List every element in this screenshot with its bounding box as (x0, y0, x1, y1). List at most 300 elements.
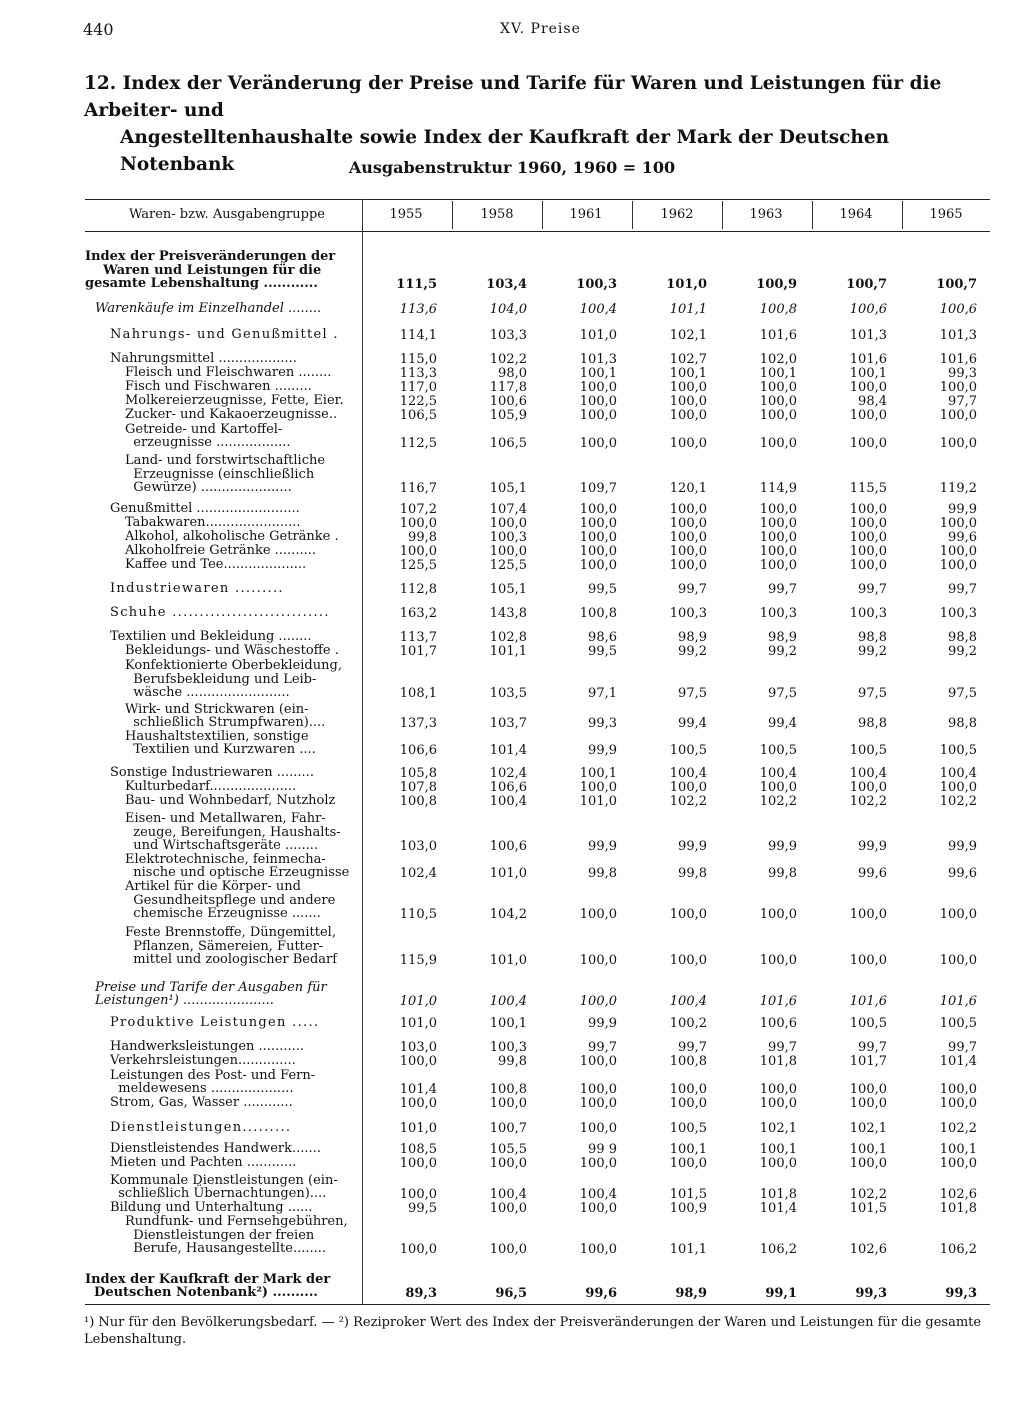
value-cell: 100,1 (939, 1142, 977, 1157)
value-cell: 99,6 (948, 866, 977, 881)
value-cell: 100,0 (759, 516, 797, 531)
value-cell: 100,5 (759, 743, 797, 758)
value-cell: 117,8 (489, 380, 527, 395)
value-cell: 99,2 (858, 644, 887, 659)
value-cell: 99,1 (765, 1286, 797, 1301)
value-cell: 100,0 (579, 502, 617, 517)
value-cell: 102,8 (489, 630, 527, 645)
header-bottom-rule (85, 231, 990, 232)
value-cell: 100,0 (399, 1054, 437, 1069)
value-cell: 107,2 (399, 502, 437, 517)
value-cell: 100,0 (669, 436, 707, 451)
value-cell: 106,6 (399, 743, 437, 758)
row-label: Handwerksleistungen ........... (110, 1040, 304, 1054)
value-cell: 103,5 (489, 686, 527, 701)
column-rule (542, 201, 543, 229)
value-cell: 100,0 (849, 1156, 887, 1171)
value-cell: 99,2 (948, 644, 977, 659)
row-label: Schuhe ............................. (110, 606, 330, 620)
row-label: Kaffee und Tee.................... (125, 558, 307, 572)
column-rule (812, 201, 813, 229)
value-cell: 100,0 (669, 907, 707, 922)
value-cell: 100,0 (759, 408, 797, 423)
value-cell: 100,0 (579, 994, 617, 1009)
row-label: Verkehrsleistungen.............. (110, 1054, 296, 1068)
value-cell: 100,1 (579, 766, 617, 781)
value-cell: 143,8 (489, 606, 527, 621)
value-cell: 100,0 (939, 380, 977, 395)
value-cell: 99,9 (588, 839, 617, 854)
value-cell: 115,0 (399, 352, 437, 367)
value-cell: 100,4 (669, 994, 707, 1009)
value-cell: 125,5 (399, 558, 437, 573)
value-cell: 100,0 (579, 516, 617, 531)
value-cell: 101,8 (939, 1201, 977, 1216)
row-label: Rundfunk- und Fernsehgebühren, Dienstleistungen der freien Berufe, Hausangestellte........ (125, 1215, 348, 1256)
row-label: Molkereierzeugnisse, Fette, Eier. (125, 394, 344, 408)
value-cell: 98,8 (858, 630, 887, 645)
value-cell: 99,6 (948, 530, 977, 545)
value-cell: 98,8 (948, 630, 977, 645)
value-cell: 100,0 (489, 516, 527, 531)
value-cell: 100,0 (669, 1096, 707, 1111)
value-cell: 100,1 (759, 1142, 797, 1157)
value-cell: 100,0 (579, 1054, 617, 1069)
value-cell: 100,4 (579, 1187, 617, 1202)
value-cell: 100,4 (849, 766, 887, 781)
value-cell: 97,5 (768, 686, 797, 701)
value-cell: 100,3 (489, 530, 527, 545)
value-cell: 99,7 (768, 582, 797, 597)
row-label: Index der Preisveränderungen der Waren und Leistungen für die gesamte Lebenshaltung ............ (85, 250, 336, 291)
value-cell: 102,0 (759, 352, 797, 367)
value-cell: 103,7 (489, 716, 527, 731)
value-cell: 100,4 (489, 994, 527, 1009)
value-cell: 100,5 (849, 1016, 887, 1031)
value-cell: 100,0 (759, 1096, 797, 1111)
value-cell: 100,0 (759, 436, 797, 451)
value-cell: 100,8 (489, 1082, 527, 1097)
value-cell: 100,0 (939, 516, 977, 531)
value-cell: 100,0 (939, 436, 977, 451)
value-cell: 115,5 (849, 481, 887, 496)
value-cell: 100,0 (939, 780, 977, 795)
header-year: 1962 (660, 207, 694, 222)
value-cell: 101,3 (939, 328, 977, 343)
value-cell: 100,0 (669, 1156, 707, 1171)
value-cell: 98,9 (768, 630, 797, 645)
value-cell: 101,4 (489, 743, 527, 758)
value-cell: 102,1 (669, 328, 707, 343)
value-cell: 100,0 (759, 380, 797, 395)
value-cell: 100,0 (669, 394, 707, 409)
value-cell: 111,5 (396, 277, 437, 292)
value-cell: 108,5 (399, 1142, 437, 1157)
value-cell: 110,5 (399, 907, 437, 922)
value-cell: 102,2 (489, 352, 527, 367)
value-cell: 101,6 (939, 352, 977, 367)
value-cell: 101,8 (759, 1187, 797, 1202)
value-cell: 100,0 (759, 544, 797, 559)
value-cell: 101,6 (759, 328, 797, 343)
value-cell: 100,1 (489, 1016, 527, 1031)
value-cell: 98,8 (858, 716, 887, 731)
value-cell: 97,1 (588, 686, 617, 701)
row-label: Index der Kaufkraft der Mark der Deutschen Notenbank²) .......... (85, 1272, 331, 1300)
row-label: Artikel für die Körper- und Gesundheitspflege und andere chemische Erzeugnisse ....... (125, 880, 336, 921)
row-label: Alkoholfreie Getränke .......... (125, 544, 316, 558)
value-cell: 100,3 (939, 606, 977, 621)
value-cell: 102,6 (849, 1242, 887, 1257)
value-cell: 120,1 (669, 481, 707, 496)
value-cell: 101,0 (399, 1016, 437, 1031)
value-cell: 102,2 (759, 794, 797, 809)
value-cell: 98,0 (498, 366, 527, 381)
value-cell: 113,3 (399, 366, 437, 381)
row-label: Textilien und Bekleidung ........ (110, 630, 312, 644)
value-cell: 99,3 (855, 1286, 887, 1301)
value-cell: 100,1 (849, 1142, 887, 1157)
value-cell: 105,8 (399, 766, 437, 781)
value-cell: 99,8 (588, 866, 617, 881)
row-label: Wirk- und Strickwaren (ein- schließlich Strumpfwaren).... (125, 702, 326, 730)
value-cell: 116,7 (399, 481, 437, 496)
value-cell: 100,4 (489, 794, 527, 809)
value-cell: 100,0 (939, 544, 977, 559)
value-cell: 100,0 (579, 1096, 617, 1111)
column-rule (362, 199, 363, 1304)
value-cell: 100,8 (759, 302, 797, 317)
value-cell: 100,0 (399, 1187, 437, 1202)
row-label: Bildung und Unterhaltung ...... (110, 1201, 313, 1215)
value-cell: 99,5 (408, 1201, 437, 1216)
row-label: Strom, Gas, Wasser ............ (110, 1096, 293, 1110)
value-cell: 100,0 (579, 408, 617, 423)
value-cell: 100,0 (669, 780, 707, 795)
value-cell: 100,0 (849, 544, 887, 559)
value-cell: 103,0 (399, 839, 437, 854)
value-cell: 100,9 (756, 277, 797, 292)
value-cell: 100,0 (669, 1082, 707, 1097)
value-cell: 109,7 (579, 481, 617, 496)
value-cell: 108,1 (399, 686, 437, 701)
value-cell: 100,0 (669, 408, 707, 423)
value-cell: 100,0 (399, 1156, 437, 1171)
header-year: 1958 (480, 207, 514, 222)
value-cell: 100,0 (399, 516, 437, 531)
value-cell: 106,6 (489, 780, 527, 795)
value-cell: 101,0 (399, 1121, 437, 1136)
row-label: Nahrungs- und Genußmittel . (110, 328, 339, 342)
value-cell: 99 9 (588, 1142, 617, 1157)
row-label: Feste Brennstoffe, Düngemittel, Pflanzen, Sämereien, Futter- mittel und zoologischer Bedarf (125, 926, 338, 967)
value-cell: 113,7 (399, 630, 437, 645)
value-cell: 101,6 (759, 994, 797, 1009)
value-cell: 104,2 (489, 907, 527, 922)
value-cell: 117,0 (399, 380, 437, 395)
value-cell: 101,1 (669, 1242, 707, 1257)
value-cell: 100,3 (759, 606, 797, 621)
footnote: ¹) Nur für den Bevölkerungsbedarf. — ²) Reziproker Wert des Index der Preisveränderungen der Waren und Leistungen für die gesamte Lebenshaltung. (84, 1315, 982, 1347)
row-label: Kulturbedarf..................... (125, 780, 297, 794)
row-label: Eisen- und Metallwaren, Fahr- zeuge, Bereifungen, Haushalts- und Wirtschaftsgeräte ........ (125, 812, 341, 853)
value-cell: 102,7 (669, 352, 707, 367)
value-cell: 100,0 (849, 502, 887, 517)
column-rule (902, 201, 903, 229)
value-cell: 100,0 (579, 1242, 617, 1257)
value-cell: 101,0 (489, 866, 527, 881)
header-year: 1965 (929, 207, 963, 222)
value-cell: 100,5 (669, 743, 707, 758)
value-cell: 100,0 (939, 558, 977, 573)
row-label: Konfektionierte Oberbekleidung, Berufsbekleidung und Leib- wäsche ......................... (125, 659, 342, 700)
value-cell: 101,6 (849, 994, 887, 1009)
value-cell: 106,5 (489, 436, 527, 451)
value-cell: 101,4 (759, 1201, 797, 1216)
value-cell: 99,9 (588, 743, 617, 758)
value-cell: 100,0 (669, 380, 707, 395)
value-cell: 104,0 (489, 302, 527, 317)
value-cell: 100,0 (939, 1156, 977, 1171)
value-cell: 100,3 (669, 606, 707, 621)
row-label: Preise und Tarife der Ausgaben für Leistungen¹) ...................... (95, 980, 327, 1008)
value-cell: 99,8 (498, 1054, 527, 1069)
value-cell: 102,1 (759, 1121, 797, 1136)
value-cell: 100,0 (849, 436, 887, 451)
value-cell: 115,9 (399, 953, 437, 968)
value-cell: 98,9 (678, 630, 707, 645)
value-cell: 99,7 (768, 1040, 797, 1055)
row-label: Produktive Leistungen ..... (110, 1016, 320, 1030)
value-cell: 100,4 (939, 766, 977, 781)
value-cell: 97,5 (678, 686, 707, 701)
value-cell: 113,6 (399, 302, 437, 317)
value-cell: 100,0 (849, 953, 887, 968)
value-cell: 100,4 (669, 766, 707, 781)
value-cell: 100,0 (579, 953, 617, 968)
value-cell: 100,0 (489, 1156, 527, 1171)
row-label: Warenkäufe im Einzelhandel ........ (95, 302, 322, 316)
value-cell: 105,5 (489, 1142, 527, 1157)
value-cell: 100,0 (669, 502, 707, 517)
value-cell: 100,1 (669, 1142, 707, 1157)
header-label: Waren- bzw. Ausgabengruppe (129, 207, 325, 222)
value-cell: 100,0 (939, 1082, 977, 1097)
value-cell: 101,7 (849, 1054, 887, 1069)
value-cell: 100,0 (489, 544, 527, 559)
value-cell: 114,1 (399, 328, 437, 343)
header-year: 1961 (569, 207, 603, 222)
value-cell: 100,0 (489, 1096, 527, 1111)
row-label: Bekleidungs- und Wäschestoffe . (125, 644, 339, 658)
value-cell: 100,0 (489, 1242, 527, 1257)
value-cell: 98,9 (675, 1286, 707, 1301)
value-cell: 99,3 (948, 366, 977, 381)
value-cell: 99,7 (678, 1040, 707, 1055)
column-rule (632, 201, 633, 229)
row-label: Getreide- und Kartoffel- erzeugnisse .................. (125, 422, 291, 450)
value-cell: 101,4 (939, 1054, 977, 1069)
value-cell: 100,0 (579, 544, 617, 559)
row-label: Fleisch und Fleischwaren ........ (125, 366, 332, 380)
value-cell: 101,8 (759, 1054, 797, 1069)
value-cell: 100,7 (489, 1121, 527, 1136)
value-cell: 101,6 (849, 352, 887, 367)
value-cell: 100,4 (489, 1187, 527, 1202)
row-label: Alkohol, alkoholische Getränke . (125, 530, 339, 544)
value-cell: 99,4 (678, 716, 707, 731)
value-cell: 100,0 (759, 953, 797, 968)
value-cell: 122,5 (399, 394, 437, 409)
value-cell: 101,0 (579, 328, 617, 343)
value-cell: 100,0 (849, 780, 887, 795)
value-cell: 105,1 (489, 481, 527, 496)
value-cell: 100,6 (489, 394, 527, 409)
value-cell: 100,0 (579, 530, 617, 545)
row-label: Genußmittel ......................... (110, 502, 300, 516)
row-label: Mieten und Pachten ............ (110, 1156, 297, 1170)
value-cell: 100,0 (579, 780, 617, 795)
value-cell: 100,0 (939, 1096, 977, 1111)
table-subtitle: Ausgabenstruktur 1960, 1960 = 100 (348, 158, 676, 177)
value-cell: 100,7 (846, 277, 887, 292)
value-cell: 100,0 (489, 1201, 527, 1216)
value-cell: 99,9 (678, 839, 707, 854)
value-cell: 96,5 (495, 1286, 527, 1301)
row-label: Leistungen des Post- und Fern- meldewesens .................... (110, 1068, 316, 1096)
value-cell: 100,0 (579, 1082, 617, 1097)
value-cell: 100,0 (759, 907, 797, 922)
value-cell: 103,3 (489, 328, 527, 343)
value-cell: 125,5 (489, 558, 527, 573)
row-label: Elektrotechnische, feinmecha- nische und optische Erzeugnisse (125, 852, 350, 880)
header-year: 1955 (389, 207, 423, 222)
row-label: Tabakwaren....................... (125, 516, 301, 530)
value-cell: 100,2 (669, 1016, 707, 1031)
column-rule (722, 201, 723, 229)
title-line-2: Angestelltenhaushalte sowie Index der Kaufkraft der Mark der Deutschen Notenbank (120, 127, 890, 175)
value-cell: 100,5 (849, 743, 887, 758)
value-cell: 100,0 (579, 558, 617, 573)
value-cell: 100,9 (669, 1201, 707, 1216)
value-cell: 112,5 (399, 436, 437, 451)
value-cell: 99,5 (588, 582, 617, 597)
row-label: Dienstleistendes Handwerk....... (110, 1142, 321, 1156)
value-cell: 99,6 (585, 1286, 617, 1301)
row-label: Zucker- und Kakaoerzeugnisse.. (125, 408, 338, 422)
row-label: Sonstige Industriewaren ......... (110, 766, 314, 780)
value-cell: 100,0 (759, 394, 797, 409)
value-cell: 100,0 (759, 502, 797, 517)
value-cell: 100,6 (489, 839, 527, 854)
value-cell: 99,7 (858, 1040, 887, 1055)
value-cell: 97,5 (948, 686, 977, 701)
value-cell: 101,0 (579, 794, 617, 809)
table-bottom-rule (85, 1304, 990, 1305)
value-cell: 101,0 (399, 994, 437, 1009)
value-cell: 114,9 (759, 481, 797, 496)
value-cell: 100,0 (669, 544, 707, 559)
value-cell: 100,0 (579, 1121, 617, 1136)
value-cell: 100,0 (579, 1201, 617, 1216)
value-cell: 101,1 (489, 644, 527, 659)
value-cell: 100,1 (759, 366, 797, 381)
value-cell: 137,3 (399, 716, 437, 731)
value-cell: 100,0 (669, 558, 707, 573)
value-cell: 101,0 (489, 953, 527, 968)
value-cell: 101,4 (399, 1082, 437, 1097)
value-cell: 99,3 (945, 1286, 977, 1301)
row-label: Land- und forstwirtschaftliche Erzeugnisse (einschließlich Gewürze) ...................... (125, 454, 326, 495)
value-cell: 100,0 (849, 1096, 887, 1111)
header-year: 1963 (749, 207, 783, 222)
value-cell: 100,0 (759, 1082, 797, 1097)
column-rule (452, 201, 453, 229)
value-cell: 99,9 (948, 502, 977, 517)
page-number: 440 (83, 20, 114, 39)
value-cell: 106,5 (399, 408, 437, 423)
row-label: Haushaltstextilien, sonstige Textilien und Kurzwaren .... (125, 729, 316, 757)
value-cell: 99,9 (858, 839, 887, 854)
value-cell: 100,5 (669, 1121, 707, 1136)
value-cell: 100,0 (849, 408, 887, 423)
value-cell: 99,7 (948, 582, 977, 597)
value-cell: 102,2 (849, 794, 887, 809)
value-cell: 100,0 (399, 1242, 437, 1257)
value-cell: 100,0 (849, 530, 887, 545)
value-cell: 100,0 (939, 907, 977, 922)
value-cell: 102,2 (669, 794, 707, 809)
value-cell: 101,0 (666, 277, 707, 292)
value-cell: 100,1 (669, 366, 707, 381)
running-title: XV. Preise (500, 21, 581, 37)
value-cell: 99,8 (678, 866, 707, 881)
value-cell: 101,6 (939, 994, 977, 1009)
value-cell: 105,9 (489, 408, 527, 423)
value-cell: 100,3 (489, 1040, 527, 1055)
value-cell: 97,5 (858, 686, 887, 701)
value-cell: 102,2 (939, 794, 977, 809)
value-cell: 100,6 (939, 302, 977, 317)
value-cell: 102,1 (849, 1121, 887, 1136)
value-cell: 100,0 (579, 1156, 617, 1171)
value-cell: 100,0 (939, 953, 977, 968)
value-cell: 112,8 (399, 582, 437, 597)
value-cell: 100,5 (939, 743, 977, 758)
value-cell: 100,4 (759, 766, 797, 781)
value-cell: 100,3 (849, 606, 887, 621)
value-cell: 100,8 (579, 606, 617, 621)
value-cell: 99,3 (588, 716, 617, 731)
value-cell: 100,8 (669, 1054, 707, 1069)
value-cell: 100,0 (579, 380, 617, 395)
value-cell: 100,0 (669, 953, 707, 968)
header-top-rule (85, 199, 990, 200)
header-year: 1964 (839, 207, 873, 222)
value-cell: 100,0 (669, 530, 707, 545)
row-label: Kommunale Dienstleistungen (ein- schließlich Übernachtungen).... (110, 1173, 338, 1201)
value-cell: 98,6 (588, 630, 617, 645)
value-cell: 100,4 (579, 302, 617, 317)
value-cell: 106,2 (939, 1242, 977, 1257)
value-cell: 99,7 (858, 582, 887, 597)
value-cell: 99,2 (768, 644, 797, 659)
row-label: Industriewaren ......... (110, 582, 284, 596)
value-cell: 102,4 (399, 866, 437, 881)
value-cell: 100,0 (849, 1082, 887, 1097)
value-cell: 100,0 (849, 558, 887, 573)
value-cell: 100,6 (759, 1016, 797, 1031)
